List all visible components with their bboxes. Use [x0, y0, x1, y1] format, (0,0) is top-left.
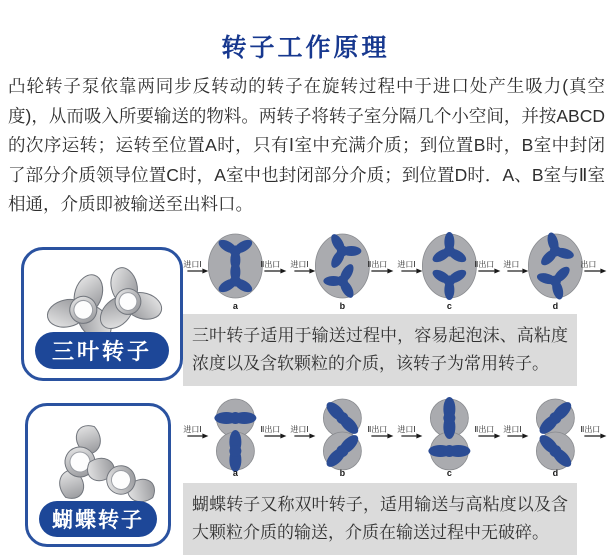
- inlet-label: 进口Ⅰ: [396, 260, 416, 269]
- butterfly-diagram-strip: [182, 394, 609, 481]
- trilobe-caption: 三叶转子适用于输送过程中，容易起泡沫、高粘度浓度以及含软颗粒的介质，该转子为常用转子。: [183, 314, 577, 386]
- inlet-arrow-icon: [294, 434, 315, 439]
- inlet-arrow-icon: [187, 269, 208, 274]
- outlet-label: Ⅱ出口: [260, 425, 281, 434]
- outlet-label: 出口: [580, 260, 597, 269]
- inlet-label: 进口Ⅰ: [290, 260, 309, 269]
- page-title: 转子工作原理: [221, 35, 390, 62]
- outlet-arrow-icon: [585, 434, 607, 439]
- outlet-arrow-icon: [371, 269, 393, 274]
- inlet-label: 进口Ⅰ: [183, 425, 202, 434]
- outlet-arrow-icon: [478, 269, 500, 274]
- rotor-diagram-butterfly-d: [502, 394, 609, 481]
- inlet-arrow-icon: [401, 434, 422, 439]
- inlet-label: 进口Ⅰ: [396, 425, 416, 434]
- rotor-diagram-trilobe-d: [502, 227, 609, 314]
- diagram-letter: d: [552, 468, 559, 478]
- inlet-arrow-icon: [508, 434, 529, 439]
- inlet-arrow-icon: [508, 269, 529, 274]
- inlet-label: 进口Ⅰ: [503, 425, 522, 434]
- diagram-letter: a: [232, 468, 238, 478]
- outlet-label: Ⅱ出口: [580, 425, 601, 434]
- diagram-letter: c: [446, 468, 452, 478]
- butterfly-label-badge: 蝴蝶转子: [39, 501, 157, 537]
- rotor-diagram-butterfly-a: [182, 394, 289, 481]
- rotor-diagram-trilobe-a: [182, 227, 289, 314]
- outlet-label: Ⅱ出口: [473, 425, 494, 434]
- trilobe-label-badge: 三叶转子: [35, 332, 169, 369]
- outlet-arrow-icon: [264, 269, 286, 274]
- rotor-diagram-butterfly-b: [289, 394, 396, 481]
- outlet-arrow-icon: [371, 434, 393, 439]
- inlet-label: 进口: [503, 260, 520, 269]
- outlet-label: Ⅱ出口: [367, 260, 388, 269]
- rotor-diagram-butterfly-c: [396, 394, 503, 481]
- outlet-arrow-icon: [264, 434, 286, 439]
- butterfly-photo-card: [25, 403, 171, 547]
- outlet-label: Ⅱ出口: [367, 425, 388, 434]
- inlet-arrow-icon: [187, 434, 208, 439]
- trilobe-photo-card: [21, 247, 183, 381]
- diagram-letter: a: [232, 301, 238, 311]
- inlet-label: 进口Ⅰ: [183, 260, 202, 269]
- outlet-arrow-icon: [478, 434, 500, 439]
- outlet-arrow-icon: [585, 269, 607, 274]
- rotor-diagram-trilobe-c: [396, 227, 503, 314]
- inlet-arrow-icon: [401, 269, 422, 274]
- outlet-label: Ⅱ出口: [473, 260, 494, 269]
- diagram-letter: b: [339, 468, 345, 478]
- inlet-arrow-icon: [294, 269, 315, 274]
- diagram-letter: c: [446, 301, 452, 311]
- inlet-label: 进口Ⅰ: [290, 425, 309, 434]
- diagram-letter: b: [339, 301, 345, 311]
- rotor-diagram-trilobe-b: [289, 227, 396, 314]
- trilobe-diagram-strip: [182, 227, 609, 314]
- outlet-label: Ⅱ出口: [260, 260, 281, 269]
- butterfly-caption: 蝴蝶转子又称双叶转子，适用输送与高粘度以及含大颗粒介质的输送，介质在输送过程中无破碎。: [183, 483, 577, 555]
- diagram-letter: d: [552, 301, 559, 311]
- intro-paragraph: 凸轮转子泵依靠两同步反转动的转子在旋转过程中于进口处产生吸力(真空度)，从而吸入所要输送的物料。两转子将转子室分隔几个小空间，并按ABCD的次序运转；运转至位置A时，只有Ⅰ室中充满介质；到位置B时，B室中封闭了部分介质领导位置C时，A室中也封闭部分介质；到位置D时．A、B室与Ⅱ室相通，介质即被输送至出料口。: [8, 76, 605, 214]
